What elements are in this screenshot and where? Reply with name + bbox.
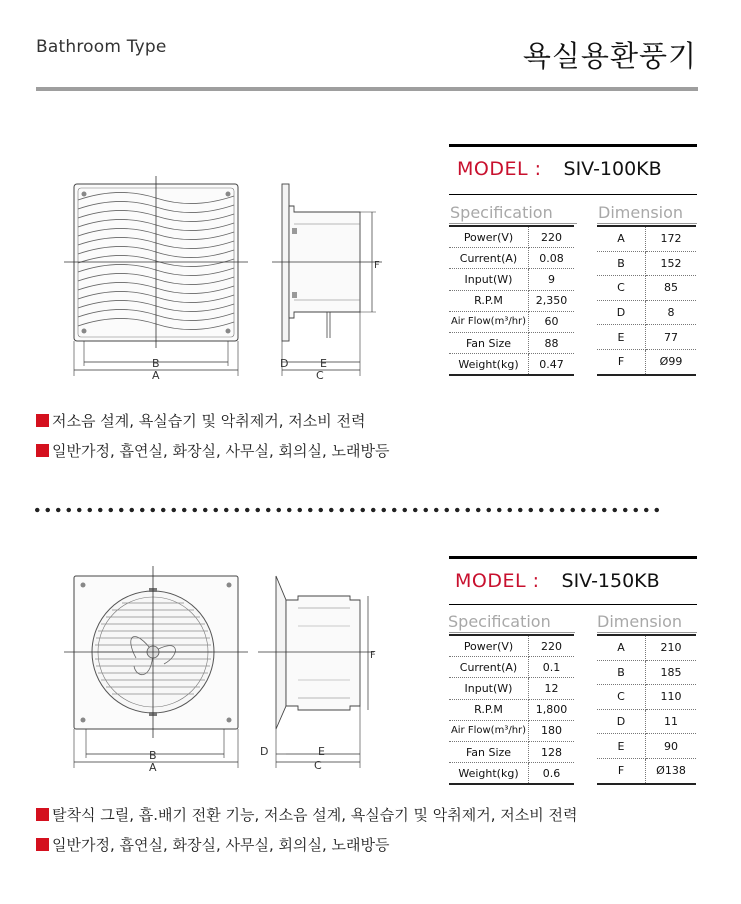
table-row: [597, 685, 696, 710]
spec-key: R.P.M: [449, 290, 529, 311]
dim-key: C: [597, 276, 646, 301]
front-view-drawing: [64, 176, 249, 380]
spec-value: 180: [529, 720, 575, 741]
spec-title-rule: [449, 223, 577, 224]
spec-title-rule: [449, 632, 575, 633]
spec-value: 220: [529, 635, 575, 657]
table-row: [449, 226, 574, 248]
dim-key: C: [597, 685, 646, 710]
spec-key: Current(A): [449, 248, 529, 269]
table-row: [449, 332, 574, 353]
dim-title: Dimension: [597, 612, 683, 631]
spec-value: 60: [529, 311, 575, 332]
spec-value: 0.1: [529, 657, 575, 678]
dim-value: 152: [646, 251, 697, 276]
table-row: [449, 269, 574, 290]
spec-table: [449, 634, 574, 785]
model-rule-top: [449, 556, 697, 559]
table-row: [449, 290, 574, 311]
dim-label-a: A: [149, 761, 157, 774]
spec-value: 128: [529, 741, 575, 762]
spec-value: 0.6: [529, 763, 575, 785]
header-divider: [36, 87, 698, 91]
dim-key: A: [597, 635, 646, 660]
feature-text: 일반가정, 흡연실, 화장실, 사무실, 회의실, 노래방등: [52, 442, 390, 460]
spec-value: 0.47: [529, 354, 575, 376]
dim-key: E: [597, 325, 646, 350]
table-row: [449, 657, 574, 678]
model-label: MODEL :: [455, 570, 540, 592]
model-rule-bottom: [449, 194, 697, 195]
spec-key: R.P.M: [449, 699, 529, 720]
feature-line: [36, 440, 389, 461]
spec-key: Fan Size: [449, 741, 529, 762]
red-bullet-icon: [36, 414, 49, 427]
spec-value: 88: [529, 332, 575, 353]
dim-key: D: [597, 709, 646, 734]
table-row: [597, 709, 696, 734]
dim-label-c: C: [314, 759, 322, 772]
spec-value: 12: [529, 678, 575, 699]
dim-value: 85: [646, 276, 697, 301]
dim-value: Ø138: [646, 758, 697, 783]
dim-label-b: B: [149, 749, 157, 762]
side-view-drawing: [272, 176, 382, 380]
dim-value: 8: [646, 300, 697, 325]
dim-value: 77: [646, 325, 697, 350]
spec-key: Air Flow(m³/hr): [449, 720, 529, 741]
spec-value: 0.08: [529, 248, 575, 269]
spec-key: Current(A): [449, 657, 529, 678]
table-row: [597, 635, 696, 660]
dim-key: E: [597, 734, 646, 759]
header-title-ko: 욕실용환풍기: [522, 39, 697, 73]
table-row: [597, 660, 696, 685]
model-rule-top: [449, 144, 697, 147]
table-row: [597, 276, 696, 301]
dim-label-d: D: [280, 357, 289, 370]
table-row: [597, 758, 696, 783]
dimension-table: [597, 225, 696, 376]
dim-value: 185: [646, 660, 697, 685]
dim-label-d: D: [260, 745, 269, 758]
feature-line: [36, 834, 389, 855]
spec-value: 220: [529, 226, 575, 248]
table-row: [449, 248, 574, 269]
model-label: MODEL :: [457, 158, 542, 180]
dim-key: F: [597, 758, 646, 783]
dim-label-e: E: [318, 745, 325, 758]
table-row: [449, 720, 574, 741]
dim-key: A: [597, 226, 646, 251]
red-bullet-icon: [36, 838, 49, 851]
dim-value: 110: [646, 685, 697, 710]
table-row: [597, 734, 696, 759]
dim-title-rule: [597, 632, 697, 633]
dim-key: B: [597, 251, 646, 276]
spec-value: 9: [529, 269, 575, 290]
table-row: [597, 300, 696, 325]
feature-line: [36, 804, 577, 825]
feature-text: 탈착식 그릴, 흡.배기 전환 기능, 저소음 설계, 욕실습기 및 악취제거, 저소비 전력: [52, 806, 578, 824]
feature-text: 일반가정, 흡연실, 화장실, 사무실, 회의실, 노래방등: [52, 836, 390, 854]
dim-value: 11: [646, 709, 697, 734]
dim-value: 172: [646, 226, 697, 251]
dim-key: D: [597, 300, 646, 325]
spec-title: Specification: [450, 203, 553, 222]
spec-key: Fan Size: [449, 332, 529, 353]
table-row: [449, 635, 574, 657]
dim-value: Ø99: [646, 349, 697, 374]
table-row: [597, 226, 696, 251]
model-name: SIV-100KB: [563, 158, 662, 180]
dim-label-b: B: [152, 357, 160, 370]
table-row: [597, 325, 696, 350]
dimension-table: [597, 634, 696, 785]
dim-title-rule: [597, 223, 697, 224]
table-row: [449, 699, 574, 720]
dim-value: 90: [646, 734, 697, 759]
dim-title: Dimension: [598, 203, 684, 222]
dim-key: B: [597, 660, 646, 685]
side-view-drawing: [258, 566, 374, 772]
dim-label-f: F: [370, 650, 376, 661]
table-row: [449, 311, 574, 332]
feature-line: [36, 410, 365, 431]
table-row: [449, 763, 574, 785]
spec-key: Input(W): [449, 678, 529, 699]
dim-label-c: C: [316, 369, 324, 382]
table-row: [597, 349, 696, 374]
spec-key: Input(W): [449, 269, 529, 290]
table-row: [449, 354, 574, 376]
spec-value: 1,800: [529, 699, 575, 720]
model-heading: [457, 158, 662, 180]
dim-label-e: E: [320, 357, 327, 370]
header-title-en: Bathroom Type: [36, 37, 167, 57]
red-bullet-icon: [36, 808, 49, 821]
spec-title: Specification: [448, 612, 551, 631]
table-row: [597, 251, 696, 276]
model-heading: [455, 570, 660, 592]
red-bullet-icon: [36, 444, 49, 457]
model-name: SIV-150KB: [561, 570, 660, 592]
spec-key: Power(V): [449, 226, 529, 248]
feature-text: 저소음 설계, 욕실습기 및 악취제거, 저소비 전력: [52, 412, 366, 430]
spec-key: Power(V): [449, 635, 529, 657]
spec-value: 2,350: [529, 290, 575, 311]
spec-key: Weight(kg): [449, 763, 529, 785]
dim-label-a: A: [152, 369, 160, 382]
dim-label-f: F: [374, 260, 380, 271]
table-row: [449, 741, 574, 762]
spec-key: Air Flow(m³/hr): [449, 311, 529, 332]
section-separator: [32, 507, 664, 513]
spec-table: [449, 225, 574, 376]
dim-key: F: [597, 349, 646, 374]
dim-value: 210: [646, 635, 697, 660]
table-row: [449, 678, 574, 699]
front-view-drawing: [64, 566, 249, 772]
spec-key: Weight(kg): [449, 354, 529, 376]
model-rule-bottom: [449, 604, 697, 605]
